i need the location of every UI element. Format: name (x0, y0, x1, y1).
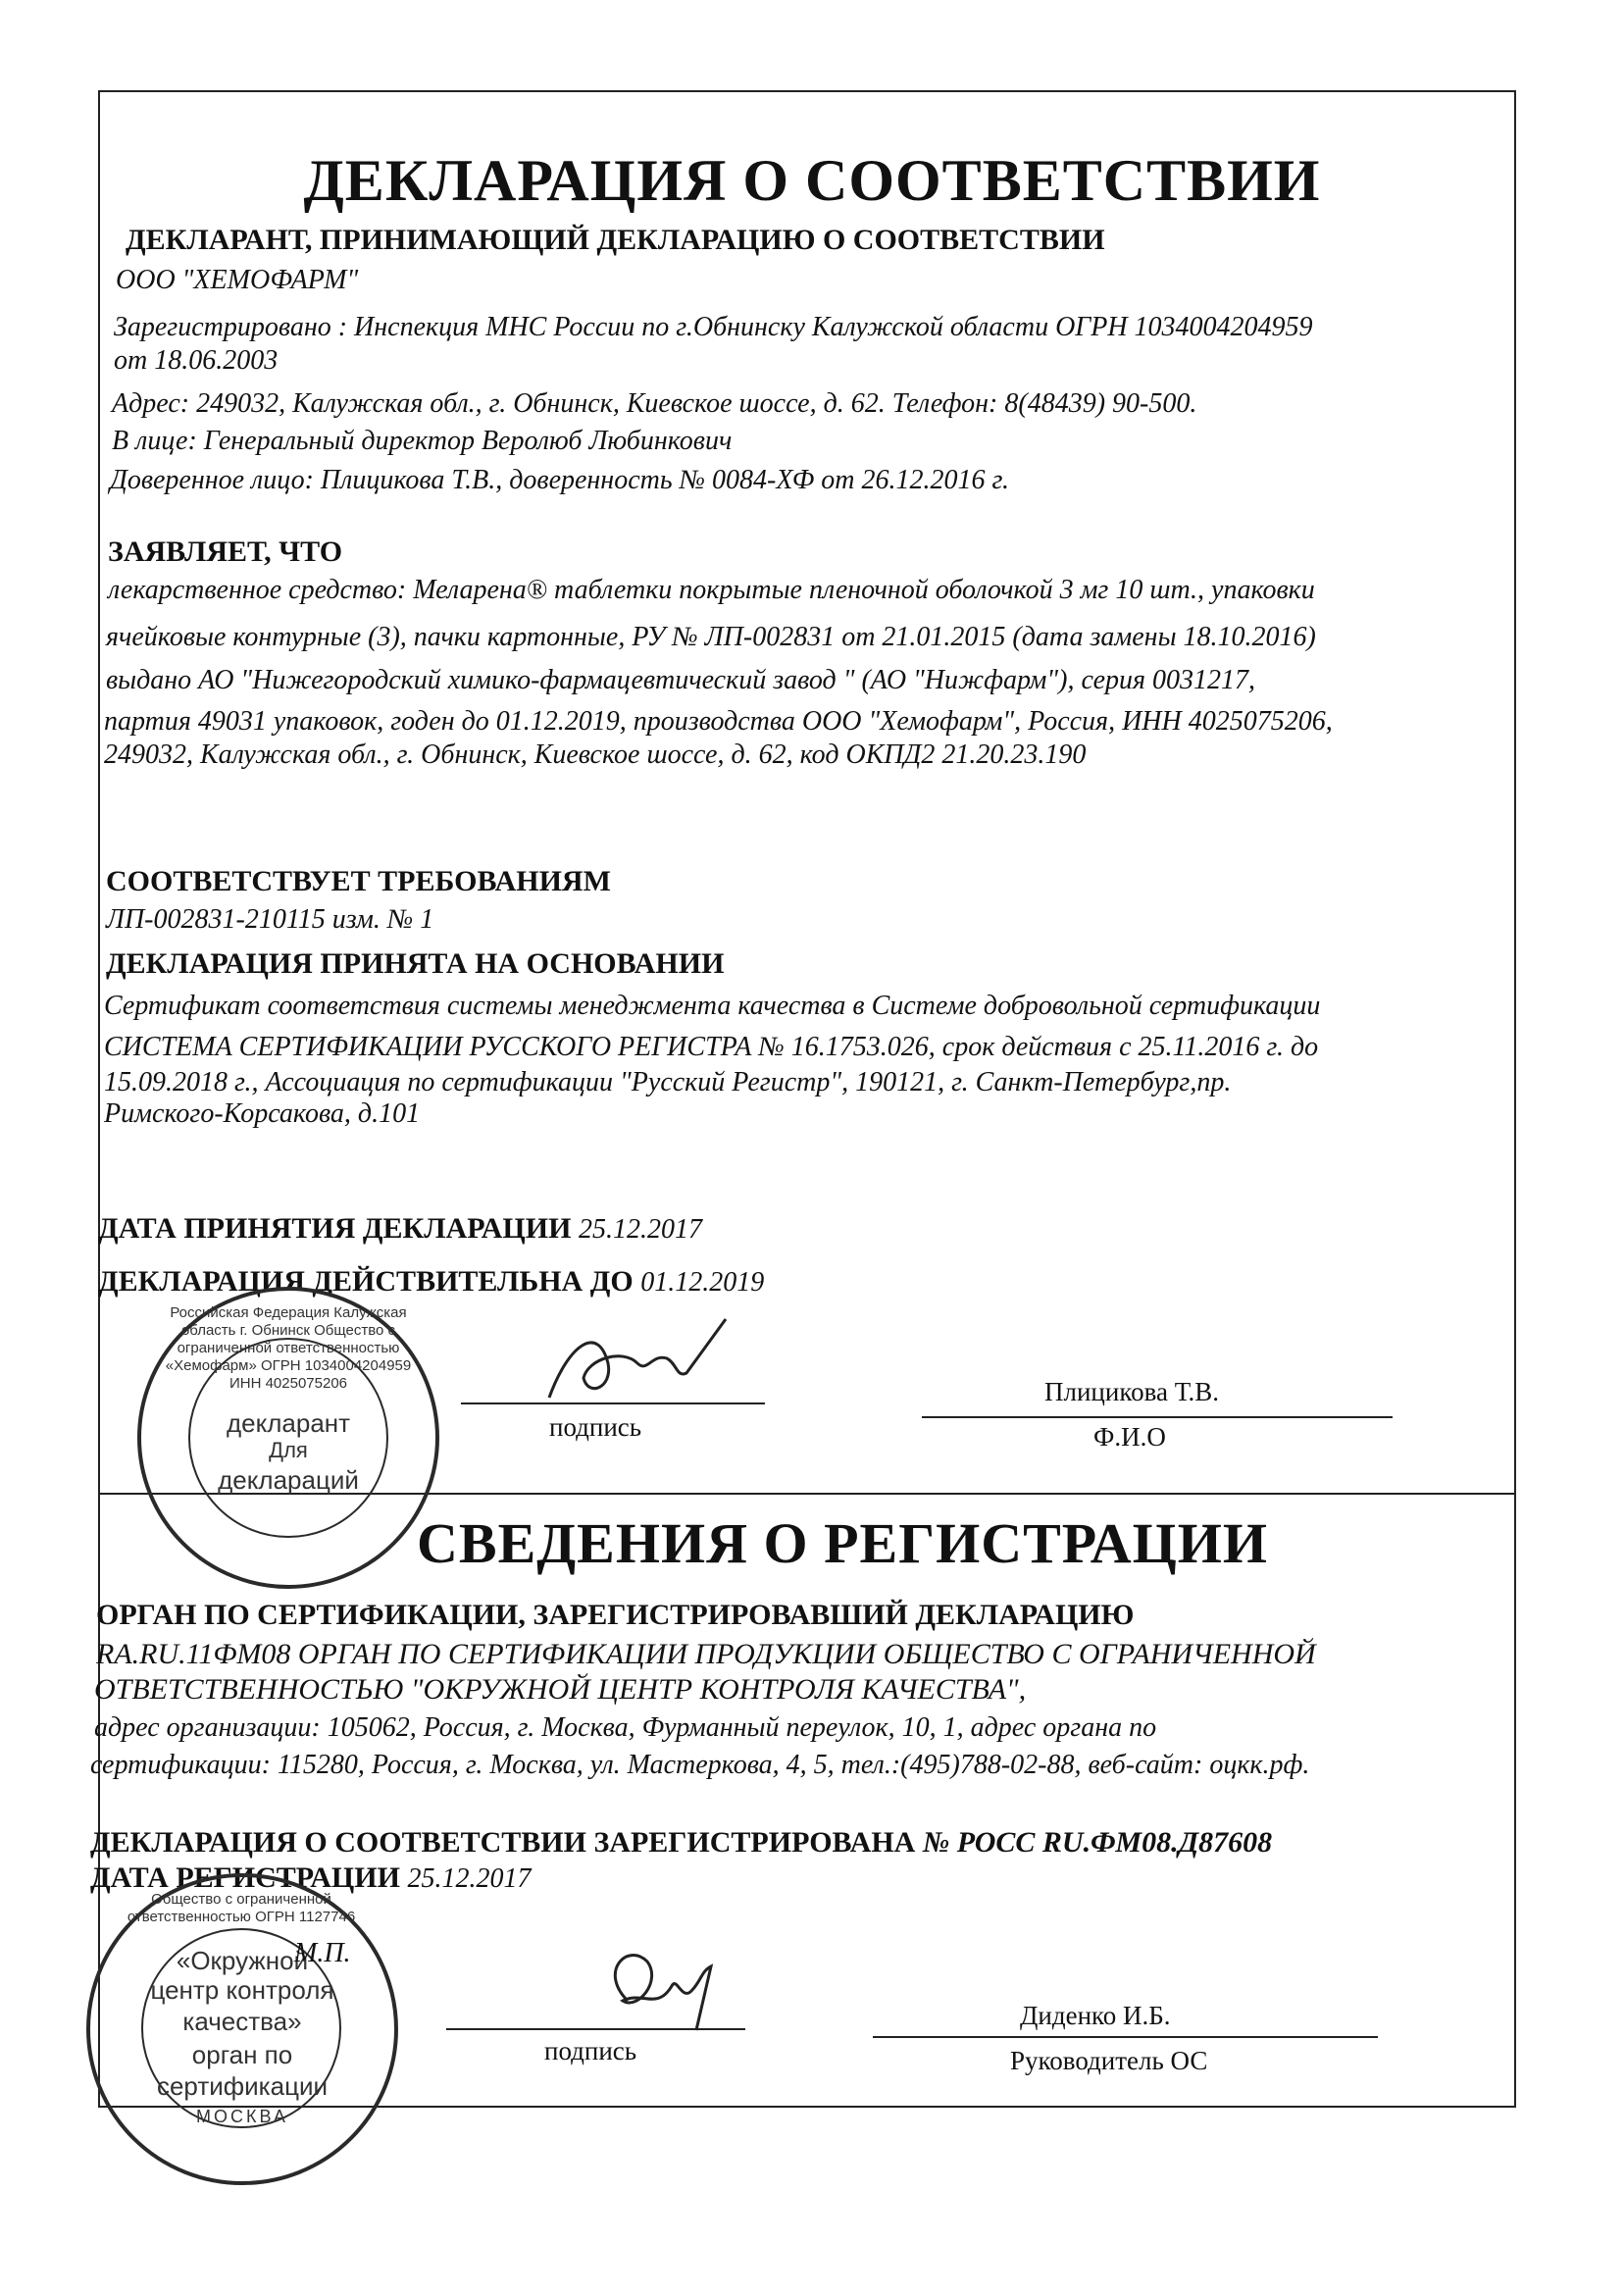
registrar-stamp-line-6: МОСКВА (196, 2107, 288, 2126)
date-accepted-value: 25.12.2017 (578, 1214, 702, 1245)
declarant-stamp-line-2: Для (269, 1438, 308, 1462)
certification-body-line-2: ОТВЕТСТВЕННОСТЬЮ "ОКРУЖНОЙ ЦЕНТР КОНТРОЛЯ КАЧЕСТВА", (94, 1673, 1027, 1706)
product-line-3: выдано АО "Нижегородский химико-фармацевтический завод " (АО "Нижфарм"), серия 0031217, (106, 665, 1256, 695)
registrar-stamp-line-2: центр контроля (150, 1975, 334, 2005)
declaration-title: ДЕКЛАРАЦИЯ О СООТВЕТСТВИИ (303, 148, 1321, 213)
declarant-stamp-ring-text: Российская Федерация Калужская область г. Обнинск Общество с ограниченной ответственностью «Хемофарм» ОГРН 1034004204959 ИНН 4025075206 (165, 1304, 412, 1392)
basis-line-1: Сертификат соответствия системы менеджмента качества в Системе добровольной сертификации (104, 991, 1321, 1021)
basis-line-4: Римского-Корсакова, д.101 (104, 1098, 421, 1129)
registrar-stamp (86, 1873, 398, 2185)
registrar-name: Диденко И.Б. (1020, 2001, 1171, 2030)
declarant-name: Плицикова Т.В. (1044, 1377, 1219, 1406)
certification-body-line-4: сертификации: 115280, Россия, г. Москва, ул. Мастеркова, 4, 5, тел.:(495)788-02-88, веб-сайт: оцкк.рф. (90, 1750, 1310, 1780)
product-line-4: партия 49031 упаковок, годен до 01.12.2019, производства ООО "Хемофарм", Россия, ИНН 4025075206, (104, 706, 1333, 737)
registrar-signature (588, 1932, 745, 2040)
registrar-signature-caption: подпись (544, 2036, 637, 2065)
certification-body-line-3: адрес организации: 105062, Россия, г. Москва, Фурманный переулок, 10, 1, адрес органа по (94, 1712, 1157, 1743)
proxy-line: Доверенное лицо: Плицикова Т.В., доверенность № 0084-ХФ от 26.12.2016 г. (110, 465, 1010, 495)
seal-place-mark: М.П. (294, 1938, 351, 1968)
registrar-name-line (873, 2036, 1378, 2038)
declarant-stamp (137, 1287, 439, 1589)
valid-until-label: ДЕКЛАРАЦИЯ ДЕЙСТВИТЕЛЬНА ДО (98, 1265, 634, 1298)
date-accepted (98, 1212, 702, 1246)
basis-heading: ДЕКЛАРАЦИЯ ПРИНЯТА НА ОСНОВАНИИ (106, 947, 725, 980)
declarant-name-caption: Ф.И.О (1093, 1422, 1166, 1452)
declares-heading: ЗАЯВЛЯЕТ, ЧТО (108, 535, 343, 568)
address-line: Адрес: 249032, Калужская обл., г. Обнинск, Киевское шоссе, д. 62. Телефон: 8(48439) 90-500. (112, 388, 1197, 419)
registrar-stamp-line-3: качества» (182, 2007, 302, 2036)
registrar-signature-line (446, 2028, 745, 2030)
registrar-stamp-line-1: «Окружной (176, 1946, 309, 1975)
basis-line-2: СИСТЕМА СЕРТИФИКАЦИИ РУССКОГО РЕГИСТРА № 16.1753.026, срок действия с 25.11.2016 г. до (104, 1032, 1319, 1062)
date-accepted-label: ДАТА ПРИНЯТИЯ ДЕКЛАРАЦИИ (98, 1212, 572, 1245)
declarant-signature-caption: подпись (549, 1412, 642, 1442)
registered-line-1: Зарегистрировано : Инспекция МНС России по г.Обнинску Калужской области ОГРН 1034004204959 (114, 312, 1313, 342)
registrar-role: Руководитель ОС (1010, 2046, 1208, 2075)
registered-label: ДЕКЛАРАЦИЯ О СООТВЕТСТВИИ ЗАРЕГИСТРИРОВАНА (90, 1826, 916, 1859)
registered-line-2: от 18.06.2003 (114, 345, 279, 376)
basis-line-3: 15.09.2018 г., Ассоциация по сертификации "Русский Регистр", 190121, г. Санкт-Петербург,пр. (104, 1067, 1232, 1097)
registered-number: № РОСС RU.ФМ08.Д87608 (922, 1826, 1273, 1859)
certification-body-line-1: RA.RU.11ФМ08 ОРГАН ПО СЕРТИФИКАЦИИ ПРОДУКЦИИ ОБЩЕСТВО С ОГРАНИЧЕННОЙ (96, 1638, 1316, 1670)
complies-value: ЛП-002831-210115 изм. № 1 (106, 904, 434, 935)
registrar-stamp-line-5: сертификации (156, 2071, 329, 2101)
certification-body-heading: ОРГАН ПО СЕРТИФИКАЦИИ, ЗАРЕГИСТРИРОВАВШИЙ ДЕКЛАРАЦИЮ (96, 1599, 1135, 1631)
valid-until-value: 01.12.2019 (640, 1267, 765, 1298)
declarant-stamp-line-1: декларант (226, 1408, 351, 1438)
registration-date-label: ДАТА РЕГИСТРАЦИИ (90, 1861, 400, 1894)
registration-date-value: 25.12.2017 (407, 1863, 532, 1894)
valid-until (98, 1265, 764, 1299)
declarant-heading: ДЕКЛАРАНТ, ПРИНИМАЮЩИЙ ДЕКЛАРАЦИЮ О СООТВЕТСТВИИ (126, 224, 1105, 256)
declarant-signature-line (461, 1402, 765, 1404)
declarant-signature (530, 1304, 745, 1422)
product-line-2: ячейковые контурные (3), пачки картонные, РУ № ЛП-002831 от 21.01.2015 (дата замены 18.10.2016) (106, 622, 1316, 652)
person-line: В лице: Генеральный директор Веролюб Любинкович (112, 426, 733, 456)
company-name: ООО "ХЕМОФАРМ" (116, 265, 359, 295)
registrar-stamp-ring-text: Общество с ограниченной ответственностью ОГРН 1127746 (127, 1891, 356, 1925)
registration-title: СВЕДЕНИЯ О РЕГИСТРАЦИИ (417, 1511, 1269, 1575)
declarant-stamp-line-3: деклараций (218, 1465, 359, 1495)
product-line-5: 249032, Калужская обл., г. Обнинск, Киевское шоссе, д. 62, код ОКПД2 21.20.23.190 (104, 739, 1087, 770)
registered-declaration (90, 1826, 1272, 1860)
complies-heading: СООТВЕТСТВУЕТ ТРЕБОВАНИЯМ (106, 865, 611, 897)
registrar-stamp-line-4: орган по (191, 2040, 293, 2069)
product-line-1: лекарственное средство: Меларена® таблетки покрытые пленочной оболочкой 3 мг 10 шт., упаковки (108, 575, 1315, 605)
declarant-name-line (922, 1416, 1393, 1418)
